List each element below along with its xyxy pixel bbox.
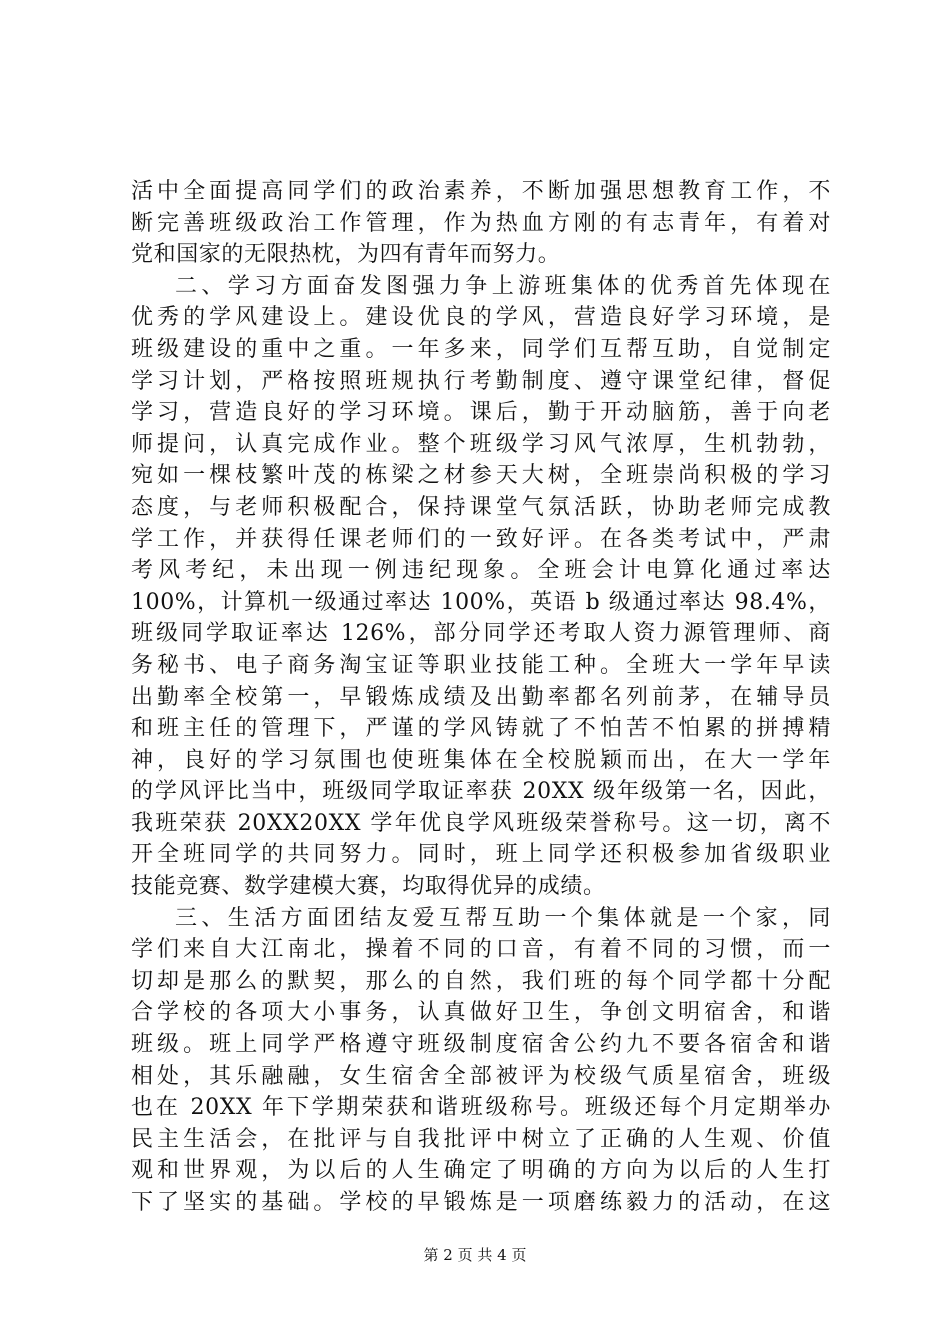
text-line: 考风考纪，未出现一例违纪现象。全班会计电算化通过率达 — [131, 558, 831, 584]
text-line: 100%，计算机一级通过率达 100%，英语 b 级通过率达 98.4%， — [131, 589, 831, 615]
text-line: 态度，与老师积极配合，保持课堂气氛活跃，协助老师完成教 — [131, 494, 831, 520]
page-footer: 第 2 页 共 4 页 — [423, 1246, 527, 1264]
text-line: 和班主任的管理下，严谨的学风铸就了不怕苦不怕累的拼搏精 — [131, 716, 831, 742]
text-line: 相处，其乐融融，女生宿舍全部被评为校级气质星宿舍，班级 — [131, 1063, 831, 1089]
text-line: 的学风评比当中，班级同学取证率获 20XX 级年级第一名，因此， — [131, 779, 831, 805]
text-line: 我班荣获 20XX20XX 学年优良学风班级荣誉称号。这一切，离不 — [131, 810, 831, 836]
text-line: 活中全面提高同学们的政治素养，不断加强思想教育工作，不 — [131, 179, 831, 204]
text-line: 切却是那么的默契，那么的自然，我们班的每个同学都十分配 — [131, 968, 831, 994]
text-line: 师提问，认真完成作业。整个班级学习风气浓厚，生机勃勃， — [131, 431, 831, 457]
text-line: 合学校的各项大小事务，认真做好卫生，争创文明宿舍，和谐 — [131, 1000, 831, 1026]
text-line: 党和国家的无限热枕，为四有青年而努力。 — [131, 242, 561, 268]
text-line: 学习，营造良好的学习环境。课后，勤于开动脑筋，善于向老 — [131, 400, 831, 426]
text-line: 三、生活方面团结友爱互帮互助一个集体就是一个家，同 — [175, 905, 831, 931]
text-line: 出勤率全校第一，早锻炼成绩及出勤率都名列前茅，在辅导员 — [131, 684, 831, 710]
text-line: 学习计划，严格按照班规执行考勤制度、遵守课堂纪律，督促 — [131, 368, 831, 394]
text-line: 断完善班级政治工作管理，作为热血方刚的有志青年，有着对 — [131, 210, 831, 236]
text-line: 二、学习方面奋发图强力争上游班集体的优秀首先体现在 — [175, 273, 831, 299]
text-line: 下了坚实的基础。学校的早锻炼是一项磨练毅力的活动，在这 — [131, 1190, 831, 1215]
text-line: 也在 20XX 年下学期荣获和谐班级称号。班级还每个月定期举办 — [131, 1095, 831, 1121]
text-line: 优秀的学风建设上。建设优良的学风，营造良好学习环境，是 — [131, 305, 831, 331]
document-body — [131, 176, 831, 1219]
text-line: 开全班同学的共同努力。同时，班上同学还积极参加省级职业 — [131, 842, 831, 868]
text-line: 宛如一棵枝繁叶茂的栋梁之材参天大树，全班崇尚积极的学习 — [131, 463, 831, 489]
text-line: 神，良好的学习氛围也使班集体在全校脱颖而出，在大一学年 — [131, 747, 831, 773]
text-line: 班级同学取证率达 126%，部分同学还考取人资力源管理师、商 — [131, 621, 831, 647]
text-line: 技能竞赛、数学建模大赛，均取得优异的成绩。 — [131, 874, 606, 900]
text-line: 班级。班上同学严格遵守班级制度宿舍公约九不要各宿舍和谐 — [131, 1032, 831, 1058]
text-line: 学工作，并获得任课老师们的一致好评。在各类考试中，严肃 — [131, 526, 831, 552]
text-line: 班级建设的重中之重。一年多来，同学们互帮互助，自觉制定 — [131, 336, 831, 362]
text-line: 学们来自大江南北，操着不同的口音，有着不同的习惯，而一 — [131, 937, 831, 963]
text-line: 务秘书、电子商务淘宝证等职业技能工种。全班大一学年早读 — [131, 652, 831, 678]
text-line: 民主生活会，在批评与自我批评中树立了正确的人生观、价值 — [131, 1126, 831, 1152]
text-line: 观和世界观，为以后的人生确定了明确的方向为以后的人生打 — [131, 1158, 831, 1184]
